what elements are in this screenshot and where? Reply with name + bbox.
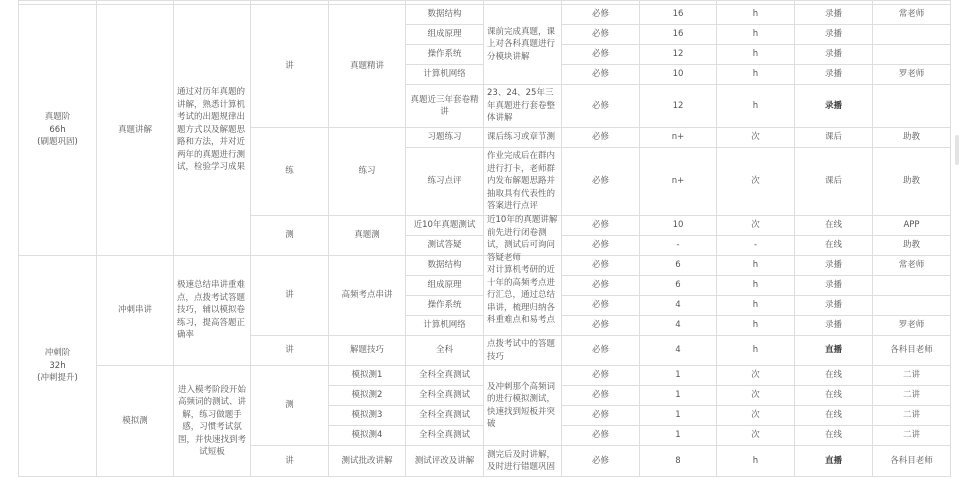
topic-cell: 模拟测1 (329, 366, 406, 386)
table-row (19, 256, 951, 276)
teacher-cell: 二讲 (873, 366, 951, 386)
mode-cell: 录播 (795, 65, 873, 85)
teacher-cell (873, 85, 951, 128)
content-cell: 全科全真测试 (406, 426, 484, 446)
required-cell: 必修 (562, 316, 640, 336)
teacher-cell: 二讲 (873, 386, 951, 406)
content-cell: 全科全真测试 (406, 406, 484, 426)
count-cell: 4 (640, 316, 717, 336)
table-row (19, 5, 951, 25)
required-cell: 必修 (562, 336, 640, 366)
unit-cell: 次 (717, 216, 795, 236)
mode-cell: 录播 (795, 256, 873, 276)
stage-cell: 冲刺阶 32h (冲刺提升) (19, 256, 97, 477)
required-cell: 必修 (562, 65, 640, 85)
teacher-cell: APP (873, 216, 951, 236)
mode-cell: 录播 (795, 316, 873, 336)
type-cell: 讲 (251, 5, 329, 128)
teacher-cell (873, 296, 951, 316)
module-cell: 冲刺串讲 (97, 256, 174, 366)
required-cell: 必修 (562, 128, 640, 148)
mode-cell: 录播 (795, 5, 873, 25)
required-cell: 必修 (562, 236, 640, 256)
detail-cell: 对计算机考研的近十年的高频考点进行汇总，通过总结串讲，梳理归纳各科重难点和易考点 (484, 256, 562, 336)
count-cell: 10 (640, 65, 717, 85)
count-cell: 1 (640, 406, 717, 426)
content-cell: 组成原理 (406, 25, 484, 45)
unit-cell: h (717, 296, 795, 316)
topic-cell: 模拟测2 (329, 386, 406, 406)
content-cell: 计算机网络 (406, 65, 484, 85)
detail-cell: 23、24、25年三年真题进行套卷整体讲解 (484, 85, 562, 128)
topic-cell: 练习 (329, 128, 406, 216)
required-cell: 必修 (562, 406, 640, 426)
goal-cell: 极速总结串讲重难点，点拨考试答题技巧，辅以模拟卷练习，提高答题正确率 (174, 256, 251, 366)
mode-cell: 直播 (795, 446, 873, 477)
count-cell: n+ (640, 148, 717, 216)
unit-cell: h (717, 45, 795, 65)
mode-cell: 录播 (795, 296, 873, 316)
unit-cell: h (717, 276, 795, 296)
content-cell: 测试答疑 (406, 236, 484, 256)
mode-cell: 直播 (795, 336, 873, 366)
type-cell: 测 (251, 216, 329, 256)
teacher-cell: 各科目老师 (873, 336, 951, 366)
unit-cell: h (717, 336, 795, 366)
unit-cell: - (717, 236, 795, 256)
unit-cell: h (717, 85, 795, 128)
required-cell: 必修 (562, 25, 640, 45)
mode-cell: 录播 (795, 276, 873, 296)
content-cell: 数据结构 (406, 5, 484, 25)
content-cell: 操作系统 (406, 296, 484, 316)
teacher-cell: 助教 (873, 236, 951, 256)
module-cell: 模拟测 (97, 366, 174, 477)
mode-cell: 课后 (795, 128, 873, 148)
count-cell: 1 (640, 366, 717, 386)
content-cell: 数据结构 (406, 256, 484, 276)
count-cell: 10 (640, 216, 717, 236)
topic-cell: 真题测 (329, 216, 406, 256)
count-cell: 12 (640, 85, 717, 128)
content-cell: 计算机网络 (406, 316, 484, 336)
teacher-cell: 助教 (873, 128, 951, 148)
required-cell: 必修 (562, 148, 640, 216)
table-row (19, 366, 951, 386)
count-cell: 12 (640, 45, 717, 65)
count-cell: 16 (640, 25, 717, 45)
content-cell: 组成原理 (406, 276, 484, 296)
unit-cell: h (717, 256, 795, 276)
mode-cell: 录播 (795, 85, 873, 128)
content-cell: 近10年真题测试 (406, 216, 484, 236)
count-cell: 1 (640, 426, 717, 446)
teacher-cell (873, 45, 951, 65)
teacher-cell: 助教 (873, 148, 951, 216)
required-cell: 必修 (562, 296, 640, 316)
stage-cell: 真题阶 66h (刷题巩固) (19, 5, 97, 256)
required-cell: 必修 (562, 276, 640, 296)
content-cell: 全科全真测试 (406, 366, 484, 386)
unit-cell: 次 (717, 128, 795, 148)
content-cell: 操作系统 (406, 45, 484, 65)
count-cell: 4 (640, 296, 717, 316)
unit-cell: 次 (717, 148, 795, 216)
count-cell: 16 (640, 5, 717, 25)
mode-cell: 课后 (795, 148, 873, 216)
unit-cell: h (717, 65, 795, 85)
teacher-cell: 罗老师 (873, 65, 951, 85)
detail-cell: 测完后及时讲解，及时进行错题巩固 (484, 446, 562, 477)
count-cell: 4 (640, 336, 717, 366)
teacher-cell: 二讲 (873, 406, 951, 426)
detail-cell: 及冲刺那个高频词的进行模拟测试，快速找到短板并突破 (484, 366, 562, 446)
goal-cell: 进入模考阶段开始高频词的测试、讲解，练习做题手感，习惯考试氛围，并快速找到考试短板 (174, 366, 251, 477)
unit-cell: 次 (717, 406, 795, 426)
teacher-cell: 常老师 (873, 256, 951, 276)
mode-cell: 录播 (795, 45, 873, 65)
detail-cell: 课前完成真题，课上对各科真题进行分模块讲解 (484, 5, 562, 85)
topic-cell: 高频考点串讲 (329, 256, 406, 336)
unit-cell: 次 (717, 426, 795, 446)
teacher-cell: 罗老师 (873, 316, 951, 336)
content-cell: 全科 (406, 336, 484, 366)
mode-cell: 在线 (795, 236, 873, 256)
required-cell: 必修 (562, 85, 640, 128)
unit-cell: h (717, 5, 795, 25)
detail-cell: 作业完成后在群内进行打卡，老师群内发布解题思路并抽取具有代表性的答案进行点评 (484, 148, 562, 216)
teacher-cell: 二讲 (873, 426, 951, 446)
type-cell: 练 (251, 128, 329, 216)
detail-cell: 课后练习或章节测 (484, 128, 562, 148)
required-cell: 必修 (562, 5, 640, 25)
topic-cell: 真题精讲 (329, 5, 406, 128)
teacher-cell (873, 276, 951, 296)
detail-cell (484, 215, 562, 263)
count-cell: 6 (640, 256, 717, 276)
module-cell: 真题讲解 (97, 5, 174, 256)
unit-cell: h (717, 25, 795, 45)
topic-cell: 模拟测3 (329, 406, 406, 426)
type-cell: 讲 (251, 256, 329, 336)
teacher-cell (873, 25, 951, 45)
detail-cell: 点拨考试中的答题技巧 (484, 336, 562, 366)
required-cell: 必修 (562, 256, 640, 276)
teacher-cell: 常老师 (873, 5, 951, 25)
content-cell: 全科全真测试 (406, 386, 484, 406)
required-cell: 必修 (562, 426, 640, 446)
detail-text: 近10年的真题讲解前先进行闭卷测试，测试后可询问答疑老师 (487, 215, 558, 263)
mode-cell: 在线 (795, 406, 873, 426)
content-cell: 习题练习 (406, 128, 484, 148)
teacher-cell: 各科目老师 (873, 446, 951, 477)
required-cell: 必修 (562, 45, 640, 65)
topic-cell: 测试批改讲解 (329, 446, 406, 477)
unit-cell: h (717, 316, 795, 336)
mode-cell: 在线 (795, 366, 873, 386)
count-cell: n+ (640, 128, 717, 148)
content-cell: 练习点评 (406, 148, 484, 216)
count-cell: 1 (640, 386, 717, 406)
mode-cell: 在线 (795, 216, 873, 236)
course-schedule-table (18, 0, 951, 477)
mode-cell: 在线 (795, 426, 873, 446)
content-cell: 真题近三年套卷精讲 (406, 85, 484, 128)
scrollbar-thumb[interactable] (955, 135, 959, 165)
count-cell: 6 (640, 276, 717, 296)
content-cell: 测试评改及讲解 (406, 446, 484, 477)
topic-cell: 模拟测4 (329, 426, 406, 446)
unit-cell: 次 (717, 386, 795, 406)
required-cell: 必修 (562, 216, 640, 236)
required-cell: 必修 (562, 366, 640, 386)
type-cell: 讲 (251, 446, 329, 477)
count-cell: - (640, 236, 717, 256)
required-cell: 必修 (562, 446, 640, 477)
type-cell: 讲 (251, 336, 329, 366)
unit-cell: 次 (717, 366, 795, 386)
required-cell: 必修 (562, 386, 640, 406)
type-cell: 测 (251, 366, 329, 446)
count-cell: 8 (640, 446, 717, 477)
mode-cell: 录播 (795, 25, 873, 45)
unit-cell: h (717, 446, 795, 477)
goal-cell: 通过对历年真题的讲解，熟悉计算机考试的出题规律出题方式以及解题思路和方法，并对近两年的真题进行测试，检验学习成果 (174, 5, 251, 256)
mode-cell: 在线 (795, 386, 873, 406)
topic-cell: 解题技巧 (329, 336, 406, 366)
